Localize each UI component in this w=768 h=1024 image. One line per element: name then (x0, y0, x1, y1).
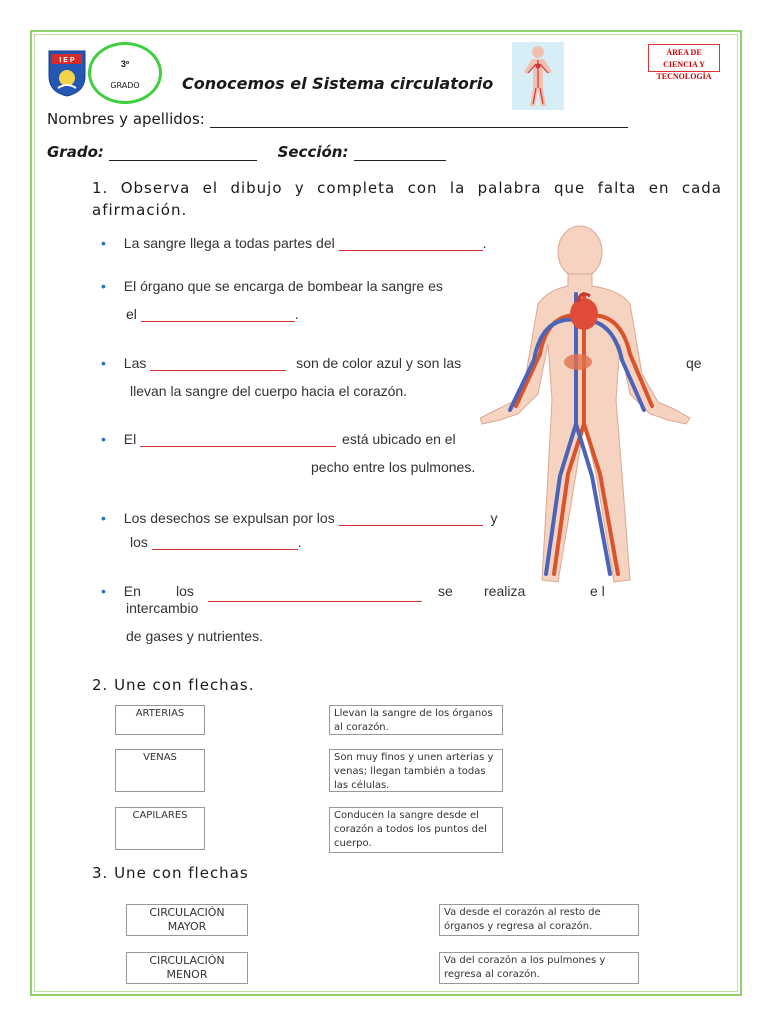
names-label: Nombres y apellidos: (47, 110, 205, 128)
q2-left-box-1[interactable]: ARTERIAS (115, 705, 205, 735)
q1-item-4-cont: pecho entre los pulmones. (311, 459, 476, 475)
blank-3[interactable] (150, 356, 286, 371)
q1-item-3-cont: llevan la sangre del cuerpo hacia el corazón. (130, 383, 408, 399)
bullet-dot-icon: • (101, 278, 106, 294)
blank-6[interactable] (208, 587, 422, 602)
q3-left-box-2[interactable]: CIRCULACIÓN MENOR (126, 952, 248, 984)
question-3-title: 3. Une con flechas (92, 864, 249, 882)
q2-right-box-3[interactable]: Conducen la sangre desde el corazón a todos los puntos del cuerpo. (329, 807, 503, 853)
circulatory-figure-icon (512, 42, 564, 110)
q2-right-box-1[interactable]: Llevan la sangre de los órganos al corazón. (329, 705, 503, 735)
bullet-dot-icon: • (101, 235, 106, 251)
grade-word: GRADO (110, 81, 140, 90)
bullet-dot-icon: • (101, 355, 106, 371)
q2-right-box-2[interactable]: Son muy finos y unen arterias y venas; llegan también a todas las células. (329, 749, 503, 792)
bullet-dot-icon: • (101, 510, 106, 526)
q3-left-box-1[interactable]: CIRCULACIÓN MAYOR (126, 904, 248, 936)
q1-item-6-cont: de gases y nutrientes. (126, 628, 263, 644)
section-label: Sección (277, 143, 343, 161)
circulatory-body-illustration (480, 224, 708, 592)
q1-item-4: • El está ubicado en el (101, 431, 456, 447)
section-colon: : (342, 143, 349, 161)
q3-right-box-1[interactable]: Va desde el corazón al resto de órganos y regresa al corazón. (439, 904, 639, 936)
blank-4[interactable] (140, 432, 336, 447)
q3-right-box-2[interactable]: Va del corazón a los pulmones y regresa al corazón. (439, 952, 639, 984)
q1-item-5: • Los desechos se expulsan por los y (101, 510, 498, 526)
blank-5a[interactable] (339, 511, 483, 526)
q1-item-6: • En (101, 583, 141, 599)
q1-item-1: • La sangre llega a todas partes del . (101, 235, 487, 251)
grade-badge (88, 42, 162, 104)
q1-item-2-cont: el . (126, 306, 299, 322)
q1-item-3-tail: qe (686, 355, 702, 371)
bullet-dot-icon: • (101, 583, 106, 599)
q1-item-2: • El órgano que se encarga de bombear la sangre es (101, 278, 443, 294)
blank-2[interactable] (141, 307, 295, 322)
names-row (47, 110, 628, 128)
q2-left-box-3[interactable]: CAPILARES (115, 807, 205, 850)
q1-item-5-cont: los . (130, 534, 302, 550)
grade-section-row (47, 143, 446, 161)
blank-1[interactable] (339, 236, 483, 251)
subject-area-box (648, 44, 720, 81)
q1-item-3: • Las son de color azul y son las (101, 355, 462, 371)
subject-area-line1: ÁREA DE CIENCIA Y (663, 48, 705, 69)
bullet-dot-icon: • (101, 431, 106, 447)
q1-item-6-blank-wrap (208, 584, 422, 602)
q2-left-box-2[interactable]: VENAS (115, 749, 205, 792)
grade-colon: : (97, 143, 104, 161)
blank-5b[interactable] (152, 535, 298, 550)
grade-number: 3º (120, 59, 130, 69)
subject-area-line2: TECNOLOGÍA (656, 72, 712, 81)
page-title: Conocemos el Sistema circulatorio (182, 74, 494, 93)
svg-text:I E P: I E P (59, 57, 75, 64)
grade-label: Grado (47, 143, 98, 161)
section-field[interactable] (354, 146, 446, 161)
question-1-prompt: 1. Observa el dibujo y completa con la palabra que falta en cada afirmación. (92, 179, 722, 219)
question-2-title: 2. Une con flechas. (92, 676, 255, 694)
grade-field[interactable] (109, 146, 257, 161)
names-field[interactable] (210, 113, 628, 128)
school-logo-icon (46, 48, 88, 98)
